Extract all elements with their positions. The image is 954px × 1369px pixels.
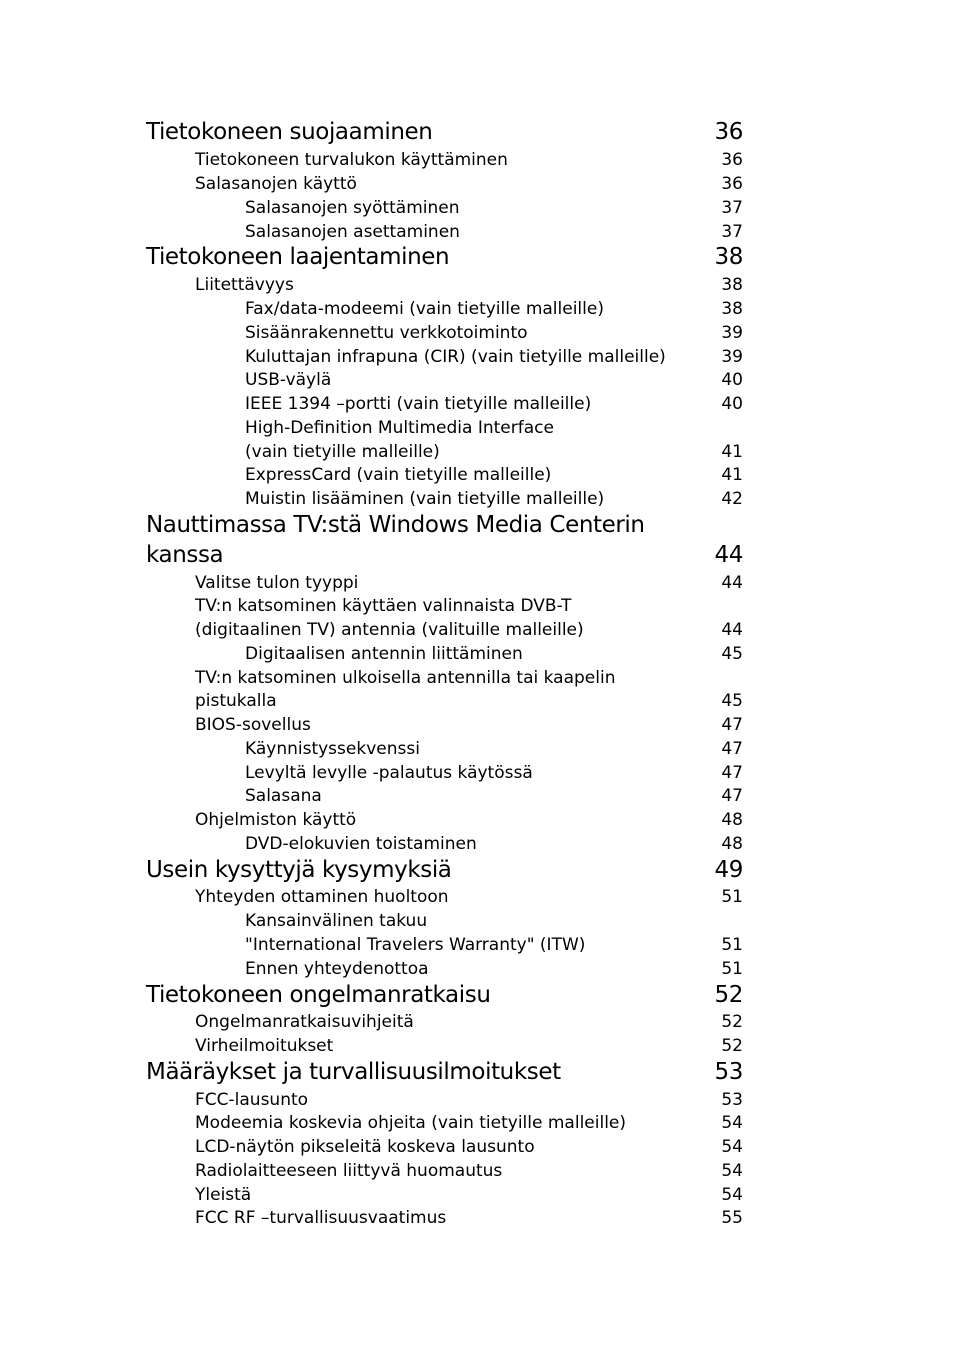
- toc-entry-page-number: 42: [721, 489, 743, 509]
- toc-entry-page-number: 45: [721, 644, 743, 664]
- toc-entry-title: USB-väylä: [245, 370, 332, 390]
- toc-entry-title: Kuluttajan infrapuna (CIR) (vain tietyille malleille): [245, 347, 666, 367]
- toc-entry-page-number: 53: [714, 1059, 743, 1085]
- toc-entry-title: "International Travelers Warranty" (ITW): [245, 935, 586, 955]
- toc-entry-title: Fax/data-modeemi (vain tietyille malleille): [245, 299, 604, 319]
- toc-entry-title: pistukalla: [195, 691, 277, 711]
- toc-entry-page-number: 38: [721, 275, 743, 295]
- toc-entry-page-number: 37: [721, 222, 743, 242]
- toc-entry-title: Tietokoneen laajentaminen: [146, 244, 450, 270]
- toc-entry-title: Ohjelmiston käyttö: [195, 810, 357, 830]
- toc-entry-title: Määräykset ja turvallisuusilmoitukset: [146, 1059, 561, 1085]
- toc-entry-title: Yleistä: [195, 1185, 252, 1205]
- toc-entry-title: TV:n katsominen ulkoisella antennilla tai kaapelin: [195, 668, 616, 688]
- toc-entry-title: FCC RF –turvallisuusvaatimus: [195, 1208, 447, 1228]
- toc-entry-title: Ennen yhteydenottoa: [245, 959, 429, 979]
- toc-entry-title: Nauttimassa TV:stä Windows Media Centerin: [146, 512, 645, 538]
- toc-entry-title: LCD-näytön pikseleitä koskeva lausunto: [195, 1137, 535, 1157]
- toc-entry-page-number: 48: [721, 834, 743, 854]
- toc-entry-page-number: 37: [721, 198, 743, 218]
- toc-entry-page-number: 48: [721, 810, 743, 830]
- toc-entry-page-number: 40: [721, 394, 743, 414]
- toc-entry-title: Usein kysyttyjä kysymyksiä: [146, 857, 452, 883]
- toc-entry-title: Virheilmoitukset: [195, 1036, 334, 1056]
- toc-entry-title: TV:n katsominen käyttäen valinnaista DVB-T: [195, 596, 572, 616]
- toc-entry-page-number: 39: [721, 323, 743, 343]
- toc-entry-page-number: 49: [714, 857, 743, 883]
- toc-entry-page-number: 44: [721, 620, 743, 640]
- toc-entry-title: (vain tietyille malleille): [245, 442, 440, 462]
- toc-entry-page-number: 52: [714, 982, 743, 1008]
- toc-entry-page-number: 40: [721, 370, 743, 390]
- toc-entry-title: ExpressCard (vain tietyille malleille): [245, 465, 552, 485]
- toc-entry-title: Modeemia koskevia ohjeita (vain tietyille malleille): [195, 1113, 627, 1133]
- toc-entry-title: kanssa: [146, 542, 224, 568]
- toc-entry-page-number: 52: [721, 1036, 743, 1056]
- toc-entry-title: BIOS-sovellus: [195, 715, 311, 735]
- toc-entry-page-number: 47: [721, 763, 743, 783]
- toc-entry-page-number: 47: [721, 715, 743, 735]
- toc-entry-page-number: 55: [721, 1208, 743, 1228]
- toc-entry-page-number: 51: [721, 887, 743, 907]
- toc-entry-title: Sisäänrakennettu verkkotoiminto: [245, 323, 528, 343]
- toc-entry-title: Salasanojen asettaminen: [245, 222, 460, 242]
- toc-entry-title: Tietokoneen turvalukon käyttäminen: [195, 150, 508, 170]
- toc-entry-page-number: 41: [721, 465, 743, 485]
- toc-entry-title: Tietokoneen ongelmanratkaisu: [146, 982, 491, 1008]
- toc-entry-title: Käynnistyssekvenssi: [245, 739, 420, 759]
- toc-entry-page-number: 54: [721, 1113, 743, 1133]
- toc-entry-title: Liitettävyys: [195, 275, 294, 295]
- toc-entry-title: Ongelmanratkaisuvihjeitä: [195, 1012, 414, 1032]
- toc-entry-page-number: 51: [721, 959, 743, 979]
- toc-entry-page-number: 54: [721, 1185, 743, 1205]
- toc-entry-page-number: 44: [721, 573, 743, 593]
- toc-entry-page-number: 38: [721, 299, 743, 319]
- toc-entry-title: Salasanojen syöttäminen: [245, 198, 460, 218]
- toc-entry-title: Levyltä levylle -palautus käytössä: [245, 763, 533, 783]
- toc-entry-title: Salasana: [245, 786, 322, 806]
- toc-entry-title: Kansainvälinen takuu: [245, 911, 428, 931]
- toc-entry-page-number: 39: [721, 347, 743, 367]
- toc-entry-page-number: 51: [721, 935, 743, 955]
- toc-entry-title: Tietokoneen suojaaminen: [146, 119, 433, 145]
- toc-entry-title: Salasanojen käyttö: [195, 174, 357, 194]
- toc-entry-page-number: 36: [714, 119, 743, 145]
- toc-entry-title: IEEE 1394 –portti (vain tietyille malleille): [245, 394, 592, 414]
- toc-entry-title: (digitaalinen TV) antennia (valituille malleille): [195, 620, 584, 640]
- toc-entry-page-number: 36: [721, 174, 743, 194]
- toc-entry-page-number: 45: [721, 691, 743, 711]
- toc-entry-page-number: 47: [721, 739, 743, 759]
- toc-entry-title: FCC-lausunto: [195, 1090, 309, 1110]
- toc-entry-page-number: 36: [721, 150, 743, 170]
- toc-entry-title: Radiolaitteeseen liittyvä huomautus: [195, 1161, 503, 1181]
- toc-entry-page-number: 54: [721, 1137, 743, 1157]
- toc-entry-page-number: 52: [721, 1012, 743, 1032]
- toc-entry-title: Yhteyden ottaminen huoltoon: [195, 887, 449, 907]
- toc-entry-title: Muistin lisääminen (vain tietyille malleille): [245, 489, 605, 509]
- toc-entry-title: Valitse tulon tyyppi: [195, 573, 359, 593]
- toc-entry-page-number: 53: [721, 1090, 743, 1110]
- toc-entry-page-number: 41: [721, 442, 743, 462]
- toc-entry-page-number: 38: [714, 244, 743, 270]
- toc-entry-page-number: 47: [721, 786, 743, 806]
- toc-entry-page-number: 44: [714, 542, 743, 568]
- toc-entry-title: DVD-elokuvien toistaminen: [245, 834, 477, 854]
- toc-entry-title: Digitaalisen antennin liittäminen: [245, 644, 523, 664]
- toc-entry-page-number: 54: [721, 1161, 743, 1181]
- toc-entry-title: High-Definition Multimedia Interface: [245, 418, 554, 438]
